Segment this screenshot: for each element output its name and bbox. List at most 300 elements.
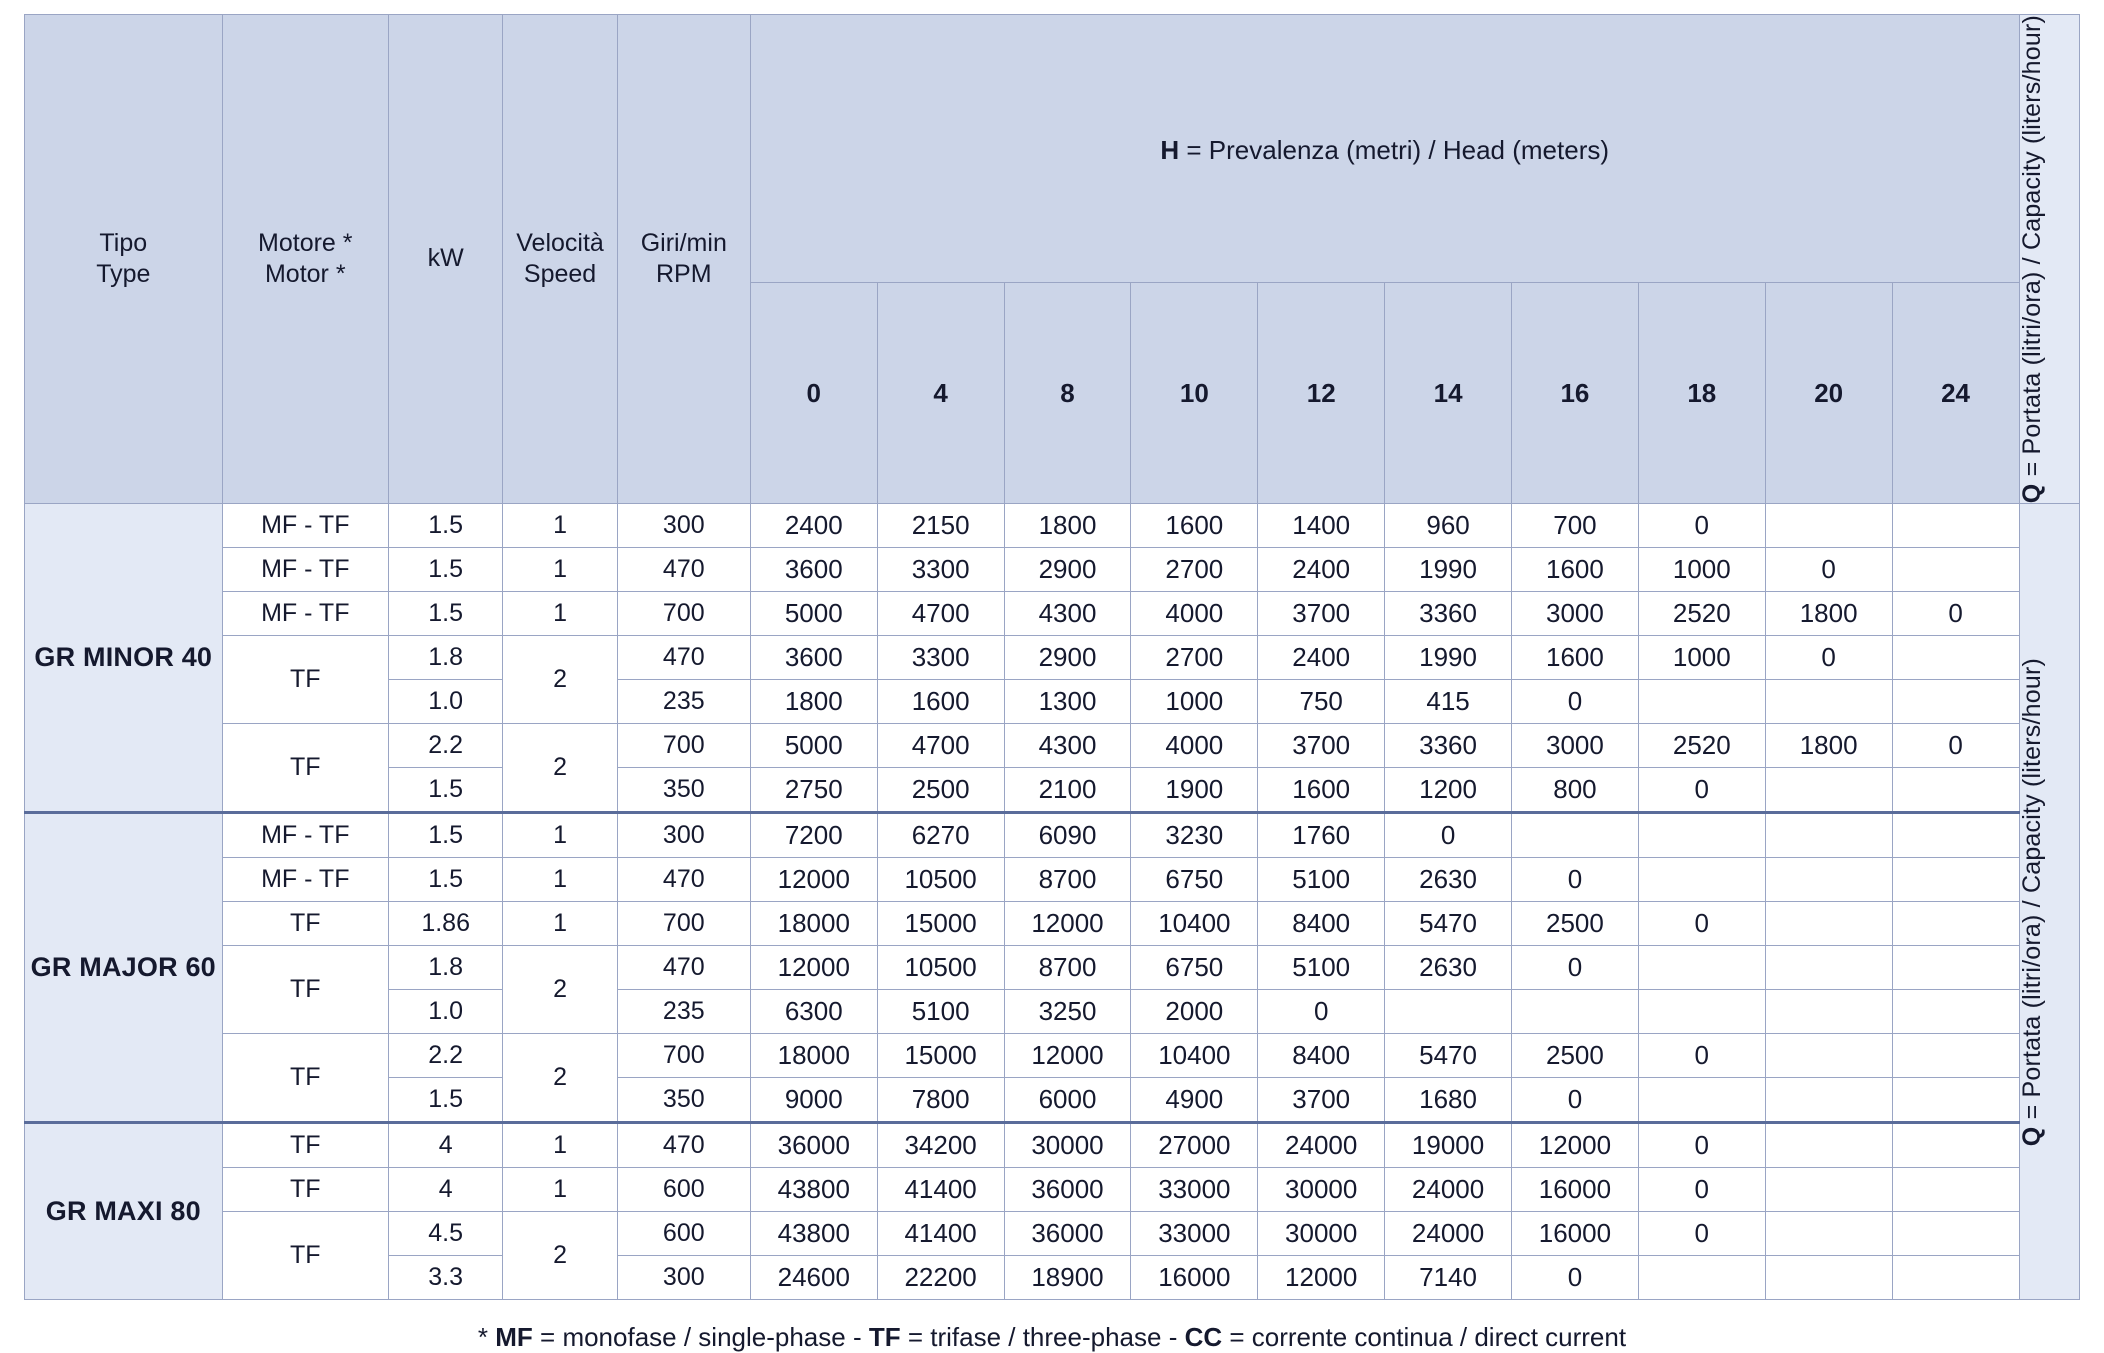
cell-flow-18m: 1000: [1638, 548, 1765, 592]
cell-flow-4m: 2150: [877, 504, 1004, 548]
cell-rpm: 600: [617, 1212, 750, 1256]
column-header-rpm-en: RPM: [656, 260, 712, 289]
cell-speed: 1: [503, 813, 617, 858]
cell-flow-24m: [1892, 504, 2019, 548]
pump-performance-table: [24, 14, 2080, 1300]
cell-kw: 1.0: [388, 680, 502, 724]
head-col-20: 20: [1765, 283, 1892, 504]
cell-kw: 1.0: [388, 990, 502, 1034]
side-label-capacity-body-text: Q = Portata (litri/ora) / Capacity (liters/hour): [2017, 657, 2046, 1146]
cell-flow-10m: 4000: [1131, 724, 1258, 768]
cell-flow-18m: 0: [1638, 768, 1765, 813]
cell-rpm: 350: [617, 1078, 750, 1123]
cell-motor: MF - TF: [222, 858, 388, 902]
cell-flow-14m: 0: [1385, 813, 1512, 858]
cell-flow-16m: 0: [1512, 858, 1639, 902]
table-row: [25, 1168, 2080, 1212]
cell-flow-12m: 1400: [1258, 504, 1385, 548]
cell-flow-16m: 16000: [1512, 1212, 1639, 1256]
cell-flow-4m: 15000: [877, 902, 1004, 946]
cell-kw: 4: [388, 1168, 502, 1212]
cell-flow-16m: [1512, 813, 1639, 858]
cell-flow-20m: [1765, 1168, 1892, 1212]
cell-motor: TF: [222, 1034, 388, 1123]
head-col-12: 12: [1258, 283, 1385, 504]
footnote-cc: CC: [1184, 1322, 1223, 1353]
cell-flow-4m: 3300: [877, 548, 1004, 592]
cell-flow-16m: 12000: [1512, 1123, 1639, 1168]
cell-flow-12m: 5100: [1258, 946, 1385, 990]
cell-flow-18m: 0: [1638, 1034, 1765, 1078]
cell-flow-18m: 0: [1638, 504, 1765, 548]
cell-flow-10m: 2700: [1131, 636, 1258, 680]
cell-flow-8m: 36000: [1004, 1168, 1131, 1212]
cell-speed: 1: [503, 858, 617, 902]
cell-flow-14m: 24000: [1385, 1212, 1512, 1256]
cell-rpm: 600: [617, 1168, 750, 1212]
cell-flow-12m: 2400: [1258, 548, 1385, 592]
product-family-name: GR MINOR 40: [25, 504, 223, 813]
cell-speed: 1: [503, 1123, 617, 1168]
cell-flow-4m: 10500: [877, 858, 1004, 902]
cell-flow-0m: 3600: [750, 548, 877, 592]
cell-kw: 3.3: [388, 1256, 502, 1300]
header-row-1: [25, 15, 2080, 283]
cell-motor: TF: [222, 636, 388, 724]
cell-rpm: 700: [617, 592, 750, 636]
column-header-speed-it: Velocità: [516, 228, 604, 257]
cell-kw: 2.2: [388, 724, 502, 768]
cell-flow-16m: 800: [1512, 768, 1639, 813]
cell-rpm: 470: [617, 858, 750, 902]
cell-flow-0m: 2750: [750, 768, 877, 813]
product-family-name: GR MAXI 80: [25, 1123, 223, 1300]
table-row: [25, 1034, 2080, 1078]
cell-rpm: 300: [617, 813, 750, 858]
cell-flow-24m: [1892, 813, 2019, 858]
head-col-14: 14: [1385, 283, 1512, 504]
cell-rpm: 300: [617, 504, 750, 548]
cell-kw: 2.2: [388, 1034, 502, 1078]
cell-flow-16m: 0: [1512, 680, 1639, 724]
table-row: [25, 813, 2080, 858]
cell-flow-4m: 1600: [877, 680, 1004, 724]
cell-flow-24m: 0: [1892, 592, 2019, 636]
head-col-0: 0: [750, 283, 877, 504]
cell-flow-8m: 6090: [1004, 813, 1131, 858]
cell-flow-10m: 3230: [1131, 813, 1258, 858]
cell-flow-12m: 5100: [1258, 858, 1385, 902]
table-row: [25, 592, 2080, 636]
cell-flow-16m: 0: [1512, 1256, 1639, 1300]
cell-flow-16m: 0: [1512, 1078, 1639, 1123]
cell-kw: 1.8: [388, 946, 502, 990]
cell-flow-12m: 3700: [1258, 1078, 1385, 1123]
cell-flow-14m: 960: [1385, 504, 1512, 548]
cell-kw: 1.5: [388, 858, 502, 902]
cell-flow-12m: 1600: [1258, 768, 1385, 813]
cell-flow-0m: 6300: [750, 990, 877, 1034]
cell-flow-0m: 9000: [750, 1078, 877, 1123]
cell-speed: 1: [503, 504, 617, 548]
cell-kw: 1.5: [388, 548, 502, 592]
cell-motor: MF - TF: [222, 548, 388, 592]
cell-flow-8m: 36000: [1004, 1212, 1131, 1256]
cell-flow-24m: [1892, 902, 2019, 946]
cell-motor: MF - TF: [222, 813, 388, 858]
cell-flow-18m: 2520: [1638, 724, 1765, 768]
cell-flow-12m: 3700: [1258, 592, 1385, 636]
cell-flow-16m: 1600: [1512, 636, 1639, 680]
cell-flow-20m: [1765, 504, 1892, 548]
cell-flow-14m: 3360: [1385, 724, 1512, 768]
cell-rpm: 300: [617, 1256, 750, 1300]
column-header-type: [25, 15, 223, 504]
cell-kw: 1.5: [388, 813, 502, 858]
footnote-mf-text: = monofase / single-phase -: [532, 1322, 869, 1353]
cell-speed: 1: [503, 548, 617, 592]
cell-flow-12m: 8400: [1258, 902, 1385, 946]
cell-flow-20m: [1765, 990, 1892, 1034]
cell-flow-4m: 4700: [877, 592, 1004, 636]
cell-flow-0m: 24600: [750, 1256, 877, 1300]
cell-flow-18m: [1638, 990, 1765, 1034]
cell-flow-12m: 0: [1258, 990, 1385, 1034]
cell-kw: 1.5: [388, 592, 502, 636]
table-row: [25, 1123, 2080, 1168]
cell-flow-8m: 2100: [1004, 768, 1131, 813]
cell-flow-12m: 30000: [1258, 1168, 1385, 1212]
table-row: [25, 946, 2080, 990]
cell-flow-10m: 1900: [1131, 768, 1258, 813]
table-row: [25, 724, 2080, 768]
cell-flow-14m: 2630: [1385, 858, 1512, 902]
footnote-cc-text: = corrente continua / direct current: [1222, 1322, 1627, 1353]
cell-flow-0m: 7200: [750, 813, 877, 858]
cell-flow-16m: 16000: [1512, 1168, 1639, 1212]
column-header-rpm: [617, 15, 750, 504]
cell-rpm: 470: [617, 1123, 750, 1168]
cell-flow-0m: 12000: [750, 858, 877, 902]
head-group-text: = Prevalenza (metri) / Head (meters): [1179, 135, 1610, 166]
cell-flow-16m: 1600: [1512, 548, 1639, 592]
cell-flow-14m: 7140: [1385, 1256, 1512, 1300]
cell-flow-4m: 2500: [877, 768, 1004, 813]
cell-speed: 1: [503, 592, 617, 636]
cell-flow-18m: 1000: [1638, 636, 1765, 680]
cell-flow-14m: 5470: [1385, 1034, 1512, 1078]
cell-flow-14m: 415: [1385, 680, 1512, 724]
cell-flow-20m: [1765, 768, 1892, 813]
table-row: [25, 636, 2080, 680]
cell-flow-20m: [1765, 1123, 1892, 1168]
head-col-24: 24: [1892, 283, 2019, 504]
cell-flow-14m: 2630: [1385, 946, 1512, 990]
cell-flow-24m: [1892, 548, 2019, 592]
cell-flow-10m: 6750: [1131, 946, 1258, 990]
cell-flow-8m: 4300: [1004, 592, 1131, 636]
cell-flow-0m: 36000: [750, 1123, 877, 1168]
cell-flow-0m: 43800: [750, 1168, 877, 1212]
cell-flow-18m: [1638, 858, 1765, 902]
cell-flow-8m: 12000: [1004, 902, 1131, 946]
footnote-tf-text: = trifase / three-phase -: [900, 1322, 1185, 1353]
cell-motor: TF: [222, 1212, 388, 1300]
cell-flow-4m: 5100: [877, 990, 1004, 1034]
head-col-16: 16: [1512, 283, 1639, 504]
cell-flow-18m: 0: [1638, 1123, 1765, 1168]
cell-rpm: 700: [617, 1034, 750, 1078]
cell-flow-10m: 10400: [1131, 902, 1258, 946]
cell-flow-10m: 16000: [1131, 1256, 1258, 1300]
cell-flow-24m: [1892, 1168, 2019, 1212]
cell-flow-16m: [1512, 990, 1639, 1034]
cell-flow-24m: [1892, 1034, 2019, 1078]
cell-flow-0m: 12000: [750, 946, 877, 990]
cell-rpm: 700: [617, 724, 750, 768]
cell-flow-4m: 34200: [877, 1123, 1004, 1168]
cell-flow-10m: 4000: [1131, 592, 1258, 636]
cell-flow-18m: [1638, 680, 1765, 724]
column-header-rpm-it: Giri/min: [640, 228, 727, 257]
cell-flow-14m: 24000: [1385, 1168, 1512, 1212]
head-col-10: 10: [1131, 283, 1258, 504]
cell-flow-0m: 2400: [750, 504, 877, 548]
table-row: [25, 858, 2080, 902]
column-header-speed-en: Speed: [523, 260, 597, 289]
cell-flow-8m: 18900: [1004, 1256, 1131, 1300]
cell-speed: 2: [503, 1212, 617, 1300]
cell-flow-24m: [1892, 768, 2019, 813]
column-header-type-it: Tipo: [99, 228, 148, 257]
cell-motor: MF - TF: [222, 504, 388, 548]
cell-rpm: 700: [617, 902, 750, 946]
cell-flow-24m: [1892, 1123, 2019, 1168]
cell-flow-18m: [1638, 813, 1765, 858]
cell-flow-8m: 1800: [1004, 504, 1131, 548]
cell-flow-18m: 2520: [1638, 592, 1765, 636]
cell-rpm: 235: [617, 990, 750, 1034]
cell-flow-16m: 2500: [1512, 1034, 1639, 1078]
cell-flow-20m: [1765, 813, 1892, 858]
cell-flow-12m: 8400: [1258, 1034, 1385, 1078]
side-label-capacity: [2019, 15, 2079, 504]
column-header-kw: kW: [388, 15, 502, 504]
cell-flow-20m: [1765, 858, 1892, 902]
cell-flow-14m: 1990: [1385, 636, 1512, 680]
cell-flow-10m: 2700: [1131, 548, 1258, 592]
cell-flow-20m: 0: [1765, 636, 1892, 680]
cell-speed: 1: [503, 902, 617, 946]
flow-symbol: Q: [2017, 483, 2046, 504]
cell-flow-8m: 1300: [1004, 680, 1131, 724]
footnote: [24, 1300, 2080, 1353]
cell-rpm: 235: [617, 680, 750, 724]
cell-kw: 1.86: [388, 902, 502, 946]
cell-speed: 2: [503, 636, 617, 724]
cell-flow-18m: [1638, 946, 1765, 990]
cell-flow-4m: 6270: [877, 813, 1004, 858]
cell-flow-10m: 1600: [1131, 504, 1258, 548]
cell-flow-0m: 3600: [750, 636, 877, 680]
cell-flow-20m: [1765, 946, 1892, 990]
cell-motor: TF: [222, 1123, 388, 1168]
cell-motor: TF: [222, 724, 388, 813]
cell-flow-4m: 10500: [877, 946, 1004, 990]
cell-speed: 2: [503, 946, 617, 1034]
table-body: [25, 504, 2080, 1300]
cell-flow-4m: 4700: [877, 724, 1004, 768]
cell-flow-0m: 18000: [750, 1034, 877, 1078]
cell-flow-0m: 5000: [750, 724, 877, 768]
cell-flow-24m: [1892, 636, 2019, 680]
cell-rpm: 470: [617, 946, 750, 990]
cell-flow-24m: [1892, 1256, 2019, 1300]
cell-flow-16m: 2500: [1512, 902, 1639, 946]
cell-flow-4m: 3300: [877, 636, 1004, 680]
cell-flow-0m: 5000: [750, 592, 877, 636]
cell-flow-18m: 0: [1638, 1212, 1765, 1256]
cell-flow-20m: [1765, 1212, 1892, 1256]
cell-flow-16m: 0: [1512, 946, 1639, 990]
cell-flow-20m: [1765, 1078, 1892, 1123]
cell-flow-14m: [1385, 990, 1512, 1034]
cell-rpm: 470: [617, 548, 750, 592]
cell-flow-4m: 7800: [877, 1078, 1004, 1123]
cell-flow-24m: [1892, 946, 2019, 990]
head-col-18: 18: [1638, 283, 1765, 504]
flow-label-text: = Portata (litri/ora) / Capacity (liters/hour): [2017, 15, 2046, 484]
cell-flow-18m: 0: [1638, 1168, 1765, 1212]
footnote-mf: MF: [495, 1322, 533, 1353]
side-label-capacity-text: [2017, 15, 2046, 504]
cell-flow-10m: 6750: [1131, 858, 1258, 902]
cell-flow-14m: 5470: [1385, 902, 1512, 946]
cell-motor: TF: [222, 1168, 388, 1212]
cell-flow-8m: 12000: [1004, 1034, 1131, 1078]
footnote-tf: TF: [868, 1322, 901, 1353]
cell-flow-10m: 27000: [1131, 1123, 1258, 1168]
cell-rpm: 350: [617, 768, 750, 813]
cell-flow-10m: 33000: [1131, 1168, 1258, 1212]
cell-rpm: 470: [617, 636, 750, 680]
cell-flow-24m: [1892, 858, 2019, 902]
cell-kw: 1.8: [388, 636, 502, 680]
cell-flow-20m: 1800: [1765, 724, 1892, 768]
cell-flow-20m: [1765, 680, 1892, 724]
table-row: [25, 548, 2080, 592]
cell-motor: TF: [222, 946, 388, 1034]
cell-flow-12m: 1760: [1258, 813, 1385, 858]
cell-flow-20m: [1765, 1034, 1892, 1078]
cell-flow-4m: 41400: [877, 1168, 1004, 1212]
cell-flow-0m: 43800: [750, 1212, 877, 1256]
cell-flow-0m: 1800: [750, 680, 877, 724]
cell-flow-14m: 1200: [1385, 768, 1512, 813]
cell-flow-8m: 4300: [1004, 724, 1131, 768]
cell-flow-12m: 12000: [1258, 1256, 1385, 1300]
cell-flow-12m: 24000: [1258, 1123, 1385, 1168]
cell-flow-24m: [1892, 1078, 2019, 1123]
cell-flow-24m: 0: [1892, 724, 2019, 768]
cell-flow-14m: 19000: [1385, 1123, 1512, 1168]
column-header-motor-en: Motor *: [264, 260, 346, 289]
cell-flow-10m: 4900: [1131, 1078, 1258, 1123]
table-row: [25, 902, 2080, 946]
table-row: [25, 1212, 2080, 1256]
cell-motor: MF - TF: [222, 592, 388, 636]
cell-flow-12m: 30000: [1258, 1212, 1385, 1256]
cell-flow-18m: [1638, 1256, 1765, 1300]
cell-flow-14m: 1990: [1385, 548, 1512, 592]
cell-flow-8m: 2900: [1004, 548, 1131, 592]
head-col-4: 4: [877, 283, 1004, 504]
head-col-8: 8: [1004, 283, 1131, 504]
cell-flow-10m: 33000: [1131, 1212, 1258, 1256]
cell-flow-12m: 750: [1258, 680, 1385, 724]
cell-flow-4m: 15000: [877, 1034, 1004, 1078]
cell-flow-20m: 0: [1765, 548, 1892, 592]
cell-flow-24m: [1892, 680, 2019, 724]
table-header: [25, 15, 2080, 504]
cell-flow-8m: 8700: [1004, 858, 1131, 902]
cell-speed: 1: [503, 1168, 617, 1212]
cell-flow-10m: 2000: [1131, 990, 1258, 1034]
cell-kw: 1.5: [388, 768, 502, 813]
cell-flow-10m: 10400: [1131, 1034, 1258, 1078]
cell-flow-10m: 1000: [1131, 680, 1258, 724]
cell-flow-4m: 22200: [877, 1256, 1004, 1300]
cell-flow-14m: 3360: [1385, 592, 1512, 636]
cell-flow-8m: 3250: [1004, 990, 1131, 1034]
cell-kw: 4: [388, 1123, 502, 1168]
cell-kw: 1.5: [388, 504, 502, 548]
column-header-head-group: [750, 15, 2019, 283]
cell-flow-8m: 2900: [1004, 636, 1131, 680]
cell-flow-8m: 6000: [1004, 1078, 1131, 1123]
cell-flow-14m: 1680: [1385, 1078, 1512, 1123]
cell-flow-0m: 18000: [750, 902, 877, 946]
cell-flow-20m: 1800: [1765, 592, 1892, 636]
cell-motor: TF: [222, 902, 388, 946]
head-symbol: H: [1160, 135, 1180, 166]
cell-kw: 1.5: [388, 1078, 502, 1123]
cell-kw: 4.5: [388, 1212, 502, 1256]
cell-flow-16m: 700: [1512, 504, 1639, 548]
footnote-star: *: [477, 1322, 489, 1353]
cell-flow-20m: [1765, 1256, 1892, 1300]
cell-flow-8m: 8700: [1004, 946, 1131, 990]
side-label-capacity-body: [2019, 504, 2079, 1300]
cell-flow-20m: [1765, 902, 1892, 946]
table-row: [25, 504, 2080, 548]
column-header-speed: [503, 15, 617, 504]
cell-flow-18m: 0: [1638, 902, 1765, 946]
cell-flow-12m: 2400: [1258, 636, 1385, 680]
cell-flow-4m: 41400: [877, 1212, 1004, 1256]
cell-speed: 2: [503, 724, 617, 813]
column-header-type-en: Type: [96, 260, 151, 289]
cell-flow-8m: 30000: [1004, 1123, 1131, 1168]
cell-flow-12m: 3700: [1258, 724, 1385, 768]
cell-speed: 2: [503, 1034, 617, 1123]
column-header-motor: [222, 15, 388, 504]
cell-flow-24m: [1892, 990, 2019, 1034]
cell-flow-18m: [1638, 1078, 1765, 1123]
cell-flow-16m: 3000: [1512, 724, 1639, 768]
product-family-name: GR MAJOR 60: [25, 813, 223, 1123]
cell-flow-16m: 3000: [1512, 592, 1639, 636]
